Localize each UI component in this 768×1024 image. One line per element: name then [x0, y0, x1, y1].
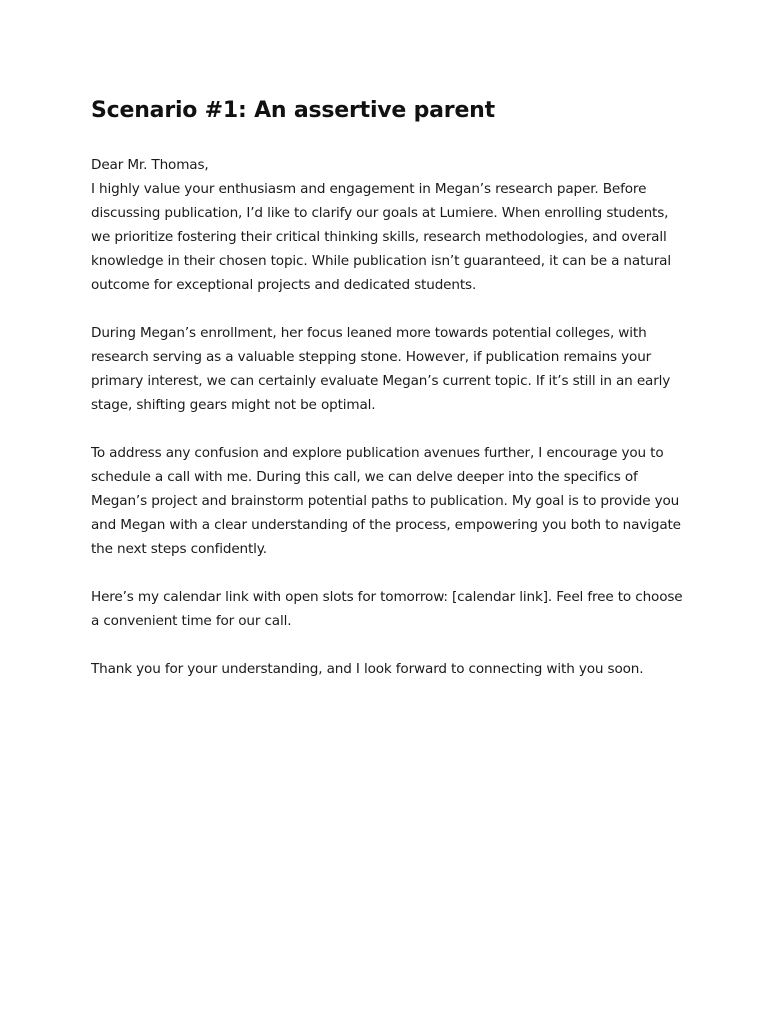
page-title: Scenario #1: An assertive parent	[91, 98, 495, 123]
text-line: we prioritize fostering their critical thinking skills, research methodologies, and overall	[91, 229, 667, 245]
text-line: discussing publication, I’d like to clarify our goals at Lumiere. When enrolling students,	[91, 205, 669, 221]
text-line: research serving as a valuable stepping stone. However, if publication remains your	[91, 349, 652, 365]
text-line: outcome for exceptional projects and dedicated students.	[91, 277, 477, 293]
document-page	[91, 96, 681, 705]
paragraph-greeting-intro	[91, 153, 681, 297]
text-line: During Megan’s enrollment, her focus leaned more towards potential colleges, with	[91, 325, 647, 341]
text-line: knowledge in their chosen topic. While publication isn’t guaranteed, it can be a natural	[91, 253, 671, 269]
paragraph-calendar-link	[91, 585, 681, 633]
text-line: To address any confusion and explore publication avenues further, I encourage you to	[91, 445, 664, 461]
text-line: and Megan with a clear understanding of the process, empowering you both to navigate	[91, 517, 681, 533]
text-line: a convenient time for our call.	[91, 613, 292, 629]
paragraph-enrollment	[91, 321, 681, 417]
text-line: stage, shifting gears might not be optimal.	[91, 397, 376, 413]
paragraph-schedule-call	[91, 441, 681, 561]
paragraph-closing	[91, 657, 681, 681]
text-line: Here’s my calendar link with open slots for tomorrow: [calendar link]. Feel free to choose	[91, 589, 683, 605]
text-line: Megan’s project and brainstorm potential paths to publication. My goal is to provide you	[91, 493, 680, 509]
text-line: Dear Mr. Thomas,	[91, 157, 209, 173]
text-line: I highly value your enthusiasm and engagement in Megan’s research paper. Before	[91, 181, 647, 197]
text-line: primary interest, we can certainly evaluate Megan’s current topic. If it’s still in an early	[91, 373, 671, 389]
letter-body	[91, 153, 681, 681]
text-line: Thank you for your understanding, and I look forward to connecting with you soon.	[91, 661, 644, 677]
text-line: the next steps confidently.	[91, 541, 267, 557]
text-line: schedule a call with me. During this call, we can delve deeper into the specifics of	[91, 469, 638, 485]
